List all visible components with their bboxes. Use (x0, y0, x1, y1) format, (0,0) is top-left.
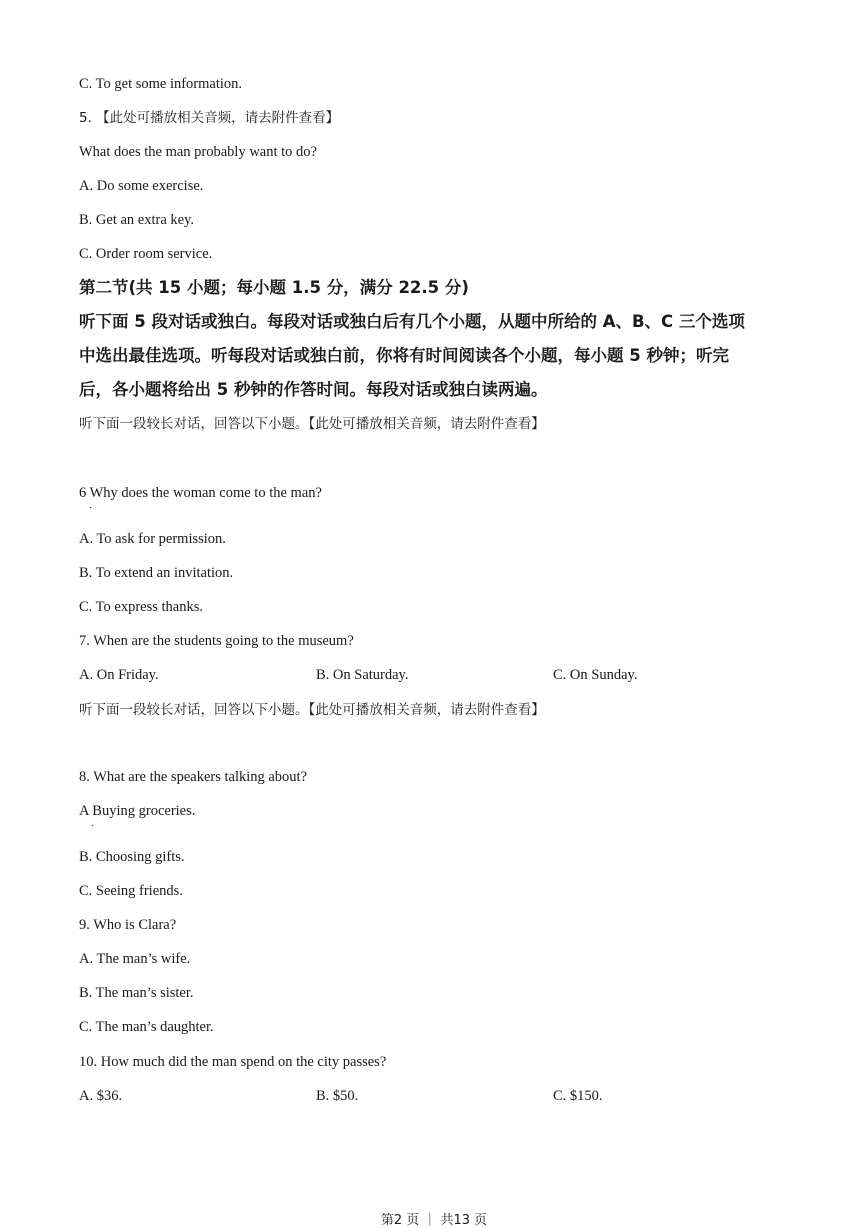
stray-dot-mark: · (91, 821, 95, 832)
q7-option-a: A. On Friday. (79, 667, 159, 683)
q7-option-b: B. On Saturday. (316, 667, 409, 683)
q5-question: What does the man probably want to do? (79, 144, 317, 160)
q8-option-c: C. Seeing friends. (79, 883, 183, 899)
q9-question: 9. Who is Clara? (79, 917, 177, 933)
dialogue2-prompt: 听下面一段较长对话，回答以下小题。【此处可播放相关音频，请去附件查看】 (79, 702, 545, 718)
q4-option-c: C. To get some information. (79, 76, 243, 92)
q8-question: 8. What are the speakers talking about? (79, 769, 308, 785)
q6-option-a: A. To ask for permission. (79, 531, 226, 547)
q6-option-c: C. To express thanks. (79, 599, 203, 615)
q6-option-b: B. To extend an invitation. (79, 565, 234, 581)
q6-question: 6 Why does the woman come to the man? (79, 485, 322, 501)
q9-option-a: A. The man’s wife. (79, 951, 191, 967)
q10-question: 10. How much did the man spend on the city passes? (79, 1054, 387, 1070)
q10-option-c: C. $150. (553, 1088, 603, 1104)
q8-option-a: A Buying groceries. (79, 803, 196, 819)
page-footer: 第2 页 ｜ 共13 页 (380, 1213, 488, 1228)
q8-option-b: B. Choosing gifts. (79, 849, 185, 865)
section2-instruction-line2: 中选出最佳选项。听每段对话或独白前，你将有时间阅读各个小题，每小题 5 秒钟；听完 (79, 346, 729, 365)
q7-option-c: C. On Sunday. (553, 667, 638, 683)
stray-dot-mark: · (89, 503, 93, 514)
q5-option-a: A. Do some exercise. (79, 178, 204, 194)
section2-heading: 第二节(共 15 小题；每小题 1.5 分，满分 22.5 分) (79, 278, 469, 297)
q9-option-b: B. The man’s sister. (79, 985, 194, 1001)
section2-instruction-line3: 后，各小题将给出 5 秒钟的作答时间。每段对话或独白读两遍。 (79, 380, 548, 399)
q10-option-a: A. $36. (79, 1088, 123, 1104)
dialogue1-prompt: 听下面一段较长对话，回答以下小题。【此处可播放相关音频，请去附件查看】 (79, 416, 545, 432)
q9-option-c: C. The man’s daughter. (79, 1019, 214, 1035)
q10-option-b: B. $50. (316, 1088, 359, 1104)
q5-option-c: C. Order room service. (79, 246, 213, 262)
q5-option-b: B. Get an extra key. (79, 212, 195, 228)
section2-instruction-line1: 听下面 5 段对话或独白。每段对话或独白后有几个小题，从题中所给的 A、B、C 三个选项 (79, 312, 745, 331)
q7-question: 7. When are the students going to the museum? (79, 633, 354, 649)
q5-audio-line: 5. 【此处可播放相关音频，请去附件查看】 (79, 110, 340, 126)
